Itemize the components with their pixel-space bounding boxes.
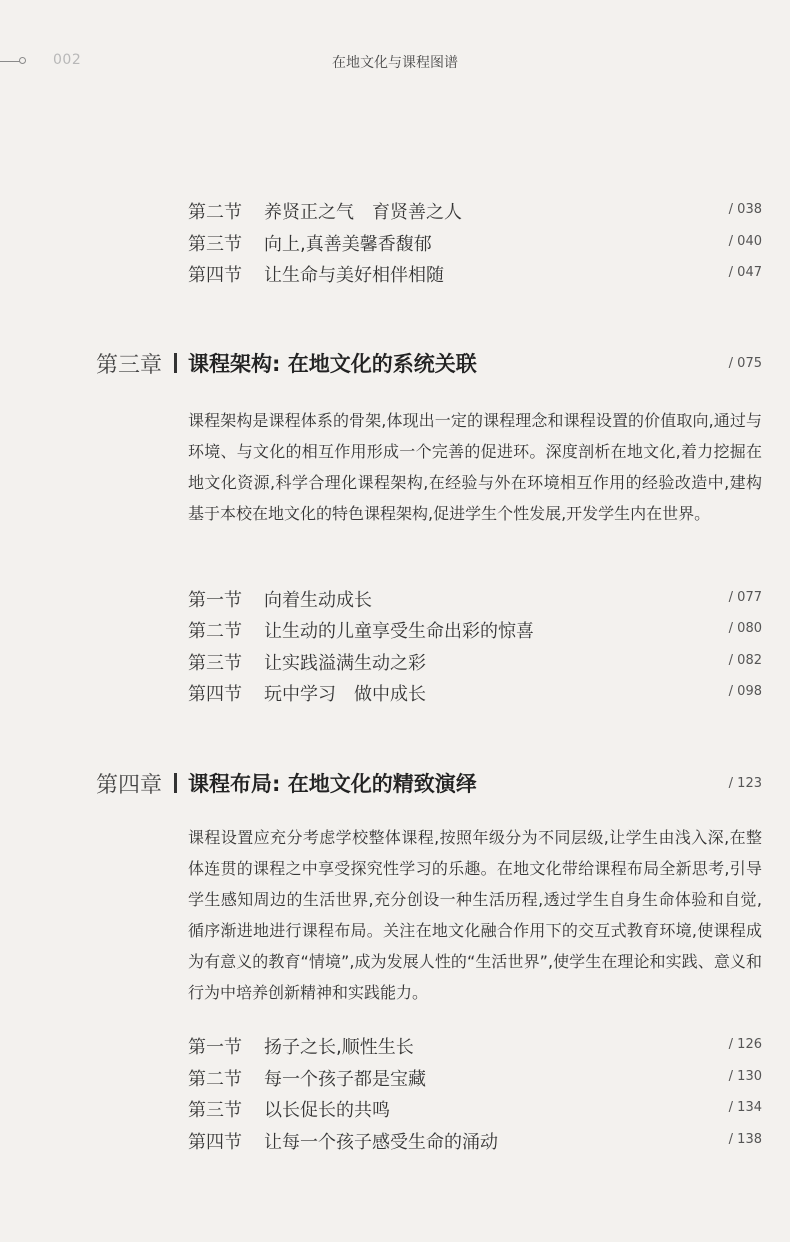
section-title: 每一个孩子都是宝藏 bbox=[264, 1069, 426, 1090]
header-page-number: 002 bbox=[53, 52, 82, 68]
toc-entry[interactable] bbox=[188, 1096, 762, 1126]
section-page: / 082 bbox=[728, 653, 762, 668]
section-title: 让生命与美好相伴相随 bbox=[264, 265, 444, 286]
section-title: 玩中学习 做中成长 bbox=[264, 684, 426, 705]
chapter-title: 课程布局: 在地文化的精致演绎 bbox=[188, 772, 477, 796]
chapter-divider-bar bbox=[174, 773, 177, 793]
chapter-page: / 123 bbox=[728, 776, 762, 791]
toc-entry[interactable] bbox=[188, 261, 762, 291]
section-label: 第四节 bbox=[188, 265, 242, 286]
chapter-label: 第三章 bbox=[96, 353, 163, 378]
section-page: / 138 bbox=[728, 1132, 762, 1147]
section-title: 让生动的儿童享受生命出彩的惊喜 bbox=[264, 621, 534, 642]
section-label: 第三节 bbox=[188, 653, 242, 674]
section-title: 扬子之长,顺性生长 bbox=[264, 1037, 414, 1058]
section-label: 第四节 bbox=[188, 1132, 242, 1153]
section-title: 让每一个孩子感受生命的涌动 bbox=[264, 1132, 498, 1153]
section-title: 让实践溢满生动之彩 bbox=[264, 653, 426, 674]
section-label: 第二节 bbox=[188, 621, 242, 642]
section-title: 向着生动成长 bbox=[264, 590, 372, 611]
section-label: 第二节 bbox=[188, 1069, 242, 1090]
section-label: 第一节 bbox=[188, 590, 242, 611]
chapter-summary: 课程架构是课程体系的骨架,体现出一定的课程理念和课程设置的价值取向,通过与环境、与文化的相互作用形成一个完善的促进环。深度剖析在地文化,着力挖掘在地文化资源,科学合理化课程架构,在经验与外在环境相互作用的经验改造中,建构基于本校在地文化的特色课程架构,促进学生个性发展,开发学生内在世界。 bbox=[188, 411, 762, 523]
section-label: 第三节 bbox=[188, 1100, 242, 1121]
toc-entry[interactable] bbox=[188, 1065, 762, 1095]
section-page: / 098 bbox=[728, 684, 762, 699]
chapter-heading[interactable] bbox=[96, 348, 762, 384]
chapter-page: / 075 bbox=[728, 356, 762, 371]
section-label: 第二节 bbox=[188, 202, 242, 223]
section-label: 第三节 bbox=[188, 234, 242, 255]
chapter-heading[interactable] bbox=[96, 768, 762, 804]
toc-entry[interactable] bbox=[188, 1128, 762, 1158]
section-label: 第一节 bbox=[188, 1037, 242, 1058]
toc-entry[interactable] bbox=[188, 586, 762, 616]
toc-entry[interactable] bbox=[188, 680, 762, 710]
section-title: 养贤正之气 育贤善之人 bbox=[264, 202, 462, 223]
section-page: / 126 bbox=[728, 1037, 762, 1052]
section-page: / 077 bbox=[728, 590, 762, 605]
section-page: / 134 bbox=[728, 1100, 762, 1115]
chapter-title: 课程架构: 在地文化的系统关联 bbox=[188, 352, 477, 376]
chapter-summary: 课程设置应充分考虑学校整体课程,按照年级分为不同层级,让学生由浅入深,在整体连贯的课程之中享受探究性学习的乐趣。在地文化带给课程布局全新思考,引导学生感知周边的生活世界,充分创设一种生活历程,透过学生自身生命体验和自觉,循序渐进地进行课程布局。关注在地文化融合作用下的交互式教育环境,使课程成为有意义的教育“情境”,成为发展人性的“生活世界”,使学生在理论和实践、意义和行为中培养创新精神和实践能力。 bbox=[188, 828, 762, 1002]
section-page: / 040 bbox=[728, 234, 762, 249]
toc-entry[interactable] bbox=[188, 649, 762, 679]
toc-entry[interactable] bbox=[188, 230, 762, 260]
chapter-divider-bar bbox=[174, 353, 177, 373]
section-title: 以长促长的共鸣 bbox=[264, 1100, 390, 1121]
section-page: / 038 bbox=[728, 202, 762, 217]
section-page: / 130 bbox=[728, 1069, 762, 1084]
section-title: 向上,真善美馨香馥郁 bbox=[264, 234, 432, 255]
section-page: / 047 bbox=[728, 265, 762, 280]
section-label: 第四节 bbox=[188, 684, 242, 705]
toc-entry[interactable] bbox=[188, 617, 762, 647]
section-page: / 080 bbox=[728, 621, 762, 636]
toc-entry[interactable] bbox=[188, 1033, 762, 1063]
toc-entry[interactable] bbox=[188, 198, 762, 228]
header-book-title: 在地文化与课程图谱 bbox=[332, 55, 458, 71]
chapter-label: 第四章 bbox=[96, 773, 163, 798]
